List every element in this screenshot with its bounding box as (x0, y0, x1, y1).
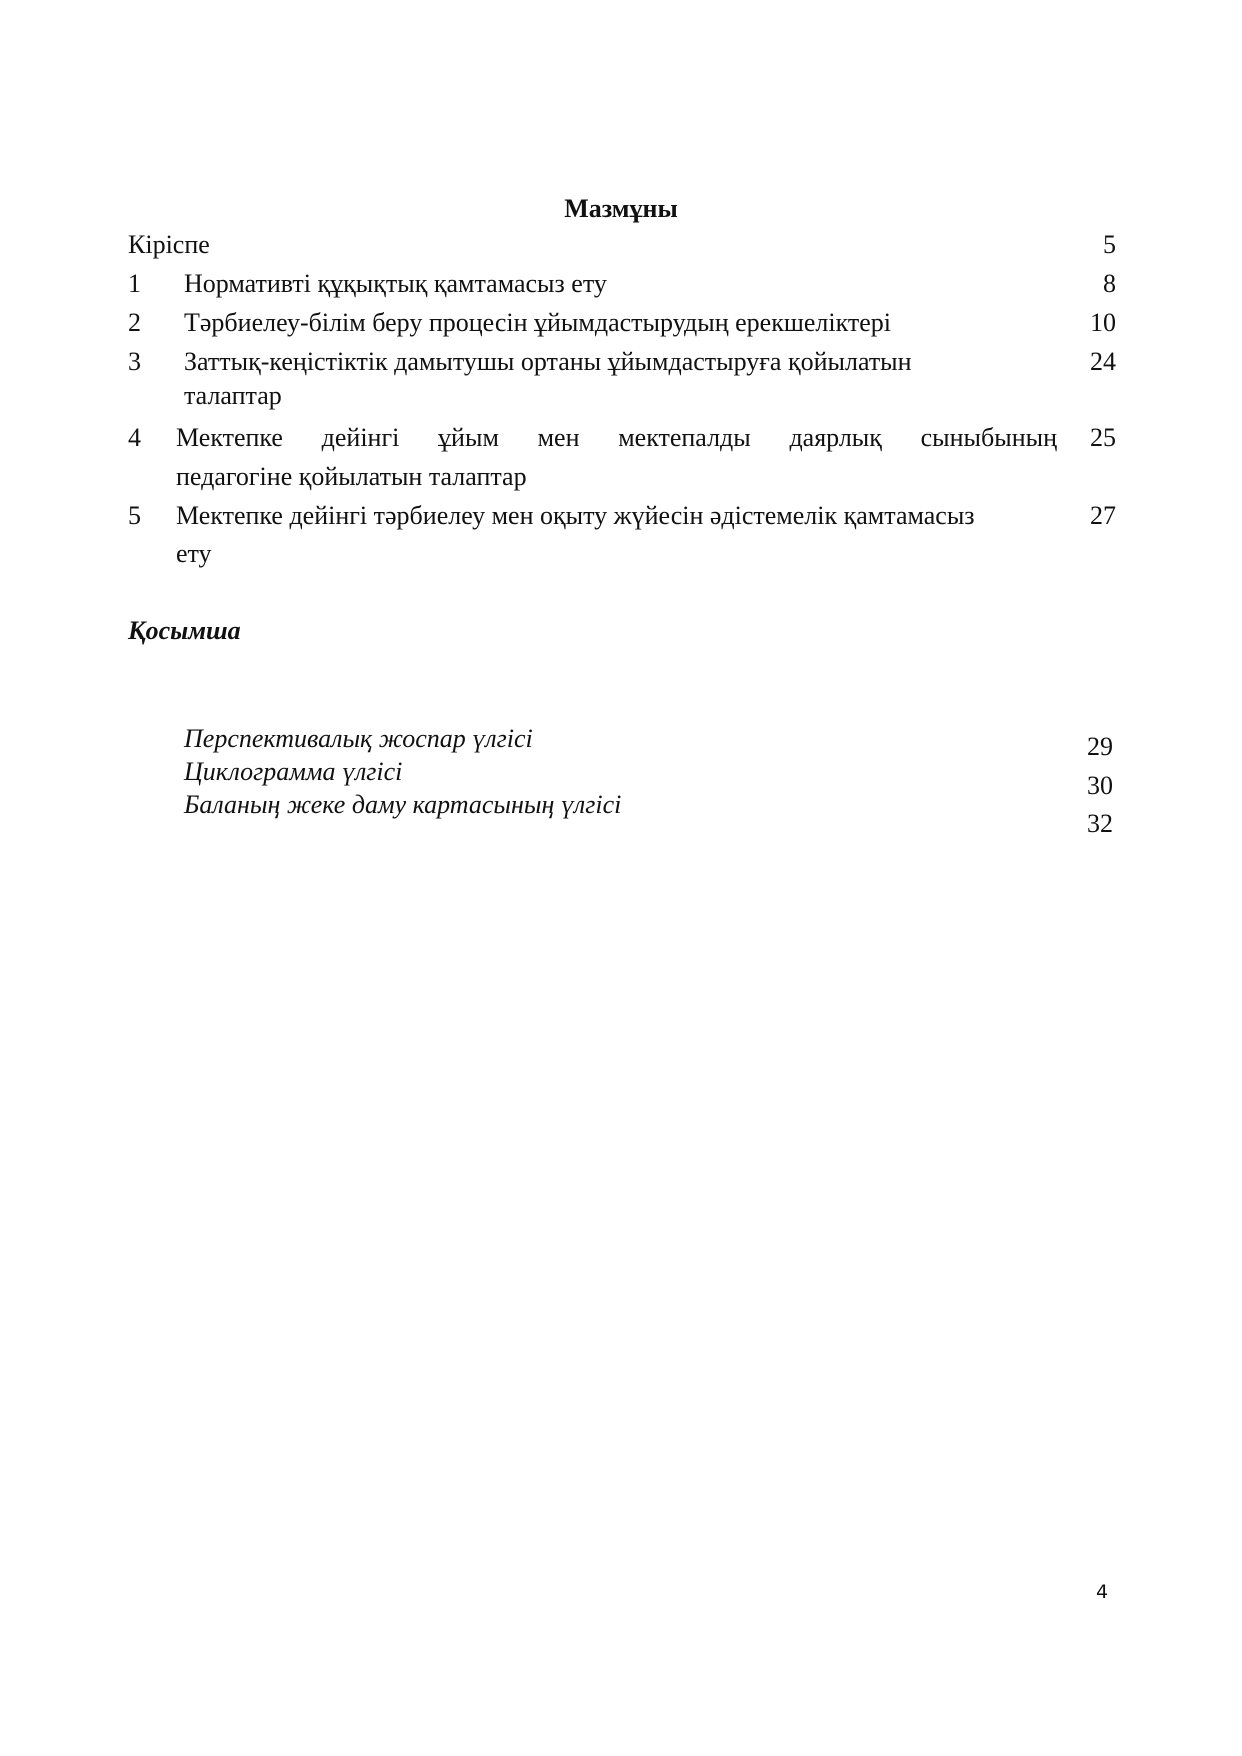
toc-item-1-number: 1 (128, 269, 141, 298)
toc-item-4-page: 25 (1090, 423, 1116, 452)
appendix-item-2-page: 30 (1087, 771, 1113, 800)
toc-item-2-text: Тәрбиелеу-білім беру процесін ұйымдастырудың ерекшеліктері (184, 308, 892, 337)
toc-item-5-page: 27 (1090, 501, 1116, 530)
appendix-item-1-label: Перспективалық жоспар үлгісі (184, 724, 533, 753)
appendix-item-2-label: Циклограмма үлгісі (184, 757, 403, 786)
appendix-heading: Қосымша (128, 616, 241, 645)
appendix-item-3-label: Баланың жеке даму картасының үлгісі (184, 790, 622, 819)
appendix-item-1-page: 29 (1087, 732, 1113, 761)
toc-item-2-number: 2 (128, 308, 141, 337)
toc-item-1-text: Нормативті құқықтық қамтамасыз ету (184, 269, 607, 298)
toc-item-2-page: 10 (1090, 308, 1116, 337)
toc-item-3-text-line-1: Заттық-кеңістіктік дамытушы ортаны ұйымдастыруға қойылатын (184, 347, 912, 376)
toc-item-3-number: 3 (128, 347, 141, 376)
toc-item-3-text-line-2: талаптар (184, 381, 282, 410)
toc-item-5-text-line-2: ету (176, 539, 212, 568)
page-number: 4 (1096, 1581, 1109, 1603)
appendix-item-3-page: 32 (1087, 809, 1113, 838)
toc-item-4-text-line-2: педагогіне қойылатын талаптар (176, 462, 527, 491)
toc-item-1-page: 8 (1103, 269, 1116, 298)
toc-item-3-page: 24 (1090, 347, 1116, 376)
toc-item-4-text-line-1: Мектепке дейінгі ұйым мен мектепалды даярлық сыныбының (176, 423, 1057, 452)
toc-title: Мазмұны (564, 194, 678, 223)
toc-item-4-number: 4 (128, 423, 141, 452)
toc-item-5-text-line-1: Мектепке дейінгі тәрбиелеу мен оқыту жүйесін әдістемелік қамтамасыз (176, 501, 975, 530)
toc-intro-label: Кіріспе (128, 230, 210, 259)
toc-item-5-number: 5 (128, 501, 141, 530)
toc-intro-page: 5 (1103, 230, 1116, 259)
